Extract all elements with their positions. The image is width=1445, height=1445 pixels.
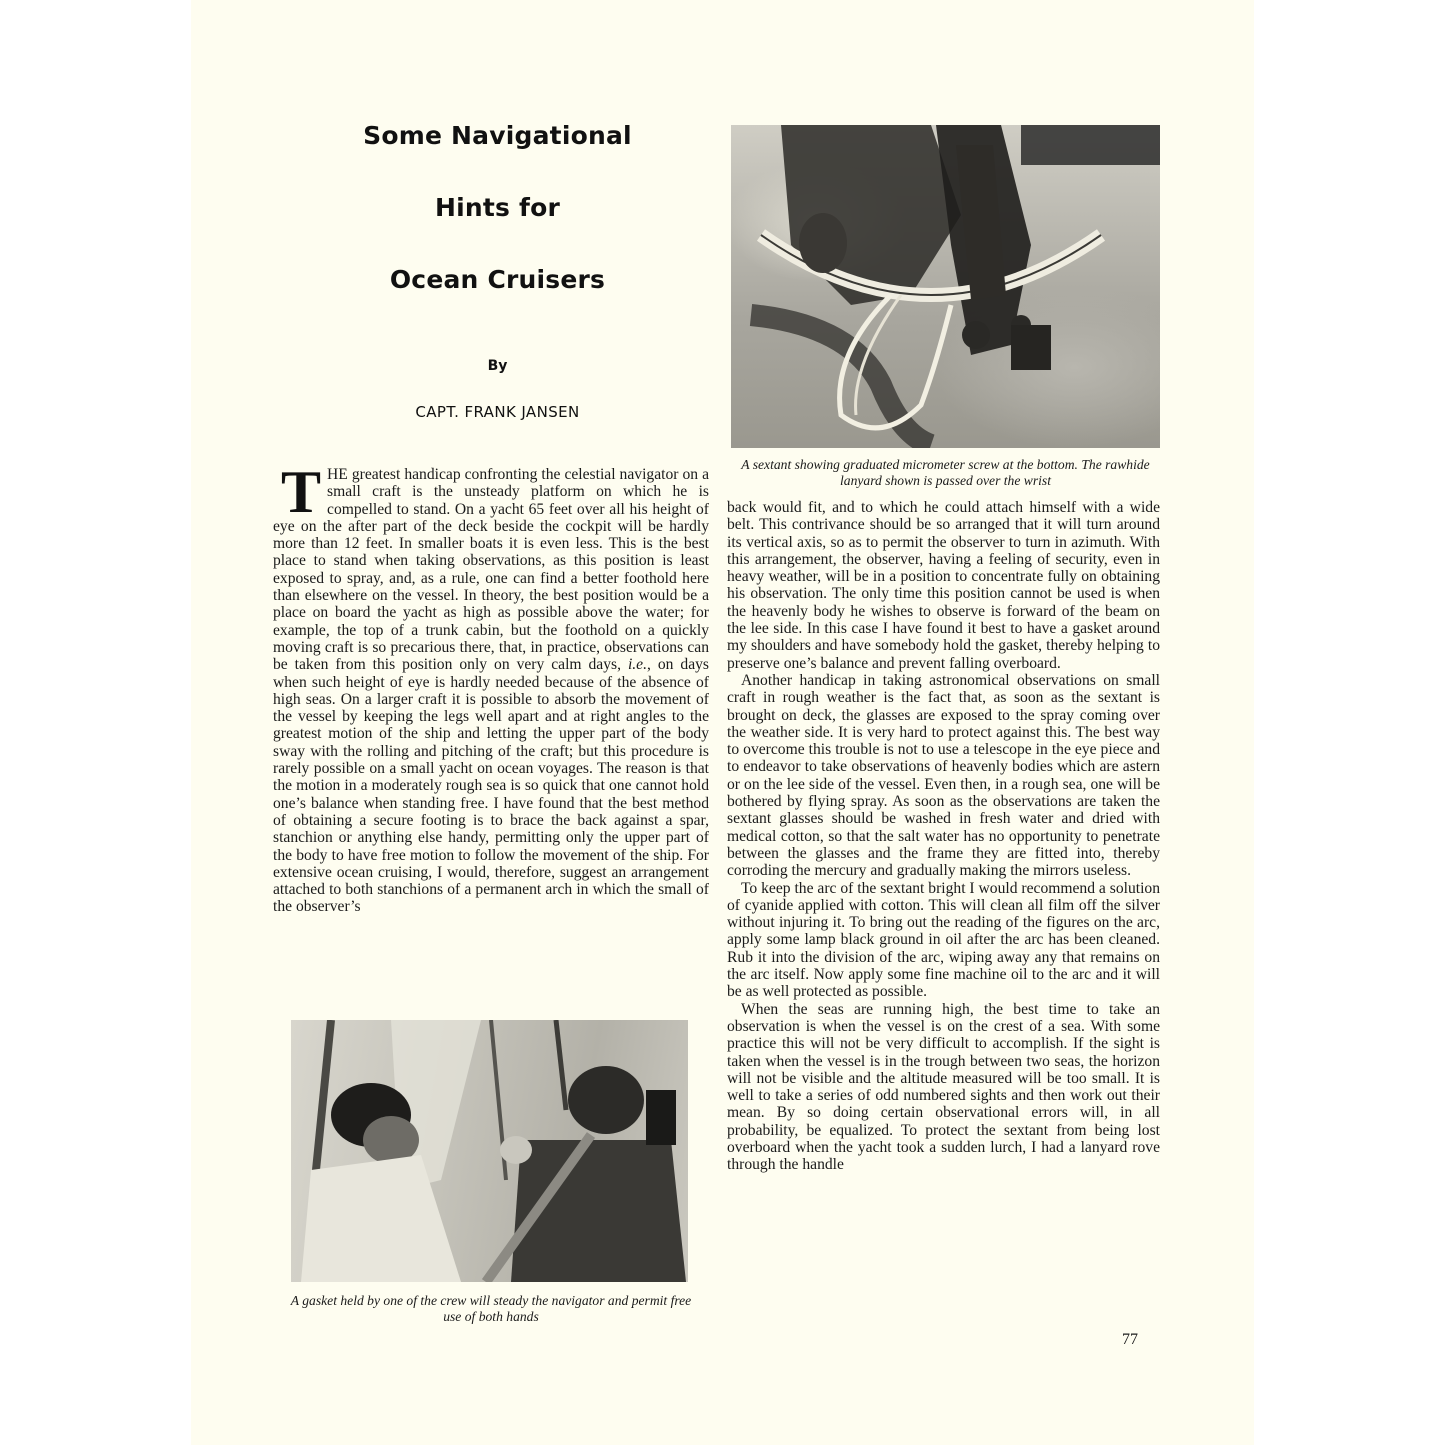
paragraph-2: Another handicap in taking astronomical observations on small craft in rough weather is the fact that, as soon as the sextant is brought on deck, the glasses are exposed to the spray coming over the weather side. It is very hard to protect against this. The best way to overcome this trouble is not to use a telescope in the eye piece and to endeavor to take observations of heavenly bodies which are astern or on the lee side of the vessel. Even then, in a rough sea, one will be bothered by flying spray. As soon as the observations are taken the sextant glasses should be washed in fresh water and dried with medical cotton, so that the salt water has no opportunity to penetrate between the glasses and the frame they are fitted into, thereby corroding the mercury and gradually making the mirrors useless. bbox=[727, 671, 1160, 880]
crew-photo-icon bbox=[291, 1020, 688, 1282]
byline-label: By bbox=[487, 358, 508, 374]
drop-cap: T bbox=[281, 459, 322, 525]
crew-photo bbox=[291, 1020, 688, 1282]
body-column-left bbox=[273, 459, 709, 916]
paragraph-4: When the seas are running high, the best time to take an observation is when the vessel is on the crest of a sea. With some practice this will not be very difficult to accomplish. If the sight is taken when the vessel is in the trough between two seas, the horizon will not be visible and the altitude measured will be too small. It is well to take a series of odd numbered sights and then work out their mean. By so doing certain observational errors will, in all probability, be equalized. To protect the sextant from being lost overboard when the yacht took a sudden lurch, I had a lanyard rove through the handle bbox=[727, 1000, 1160, 1174]
body-column-right bbox=[727, 499, 1160, 1174]
title-line-3: Ocean Cruisers bbox=[389, 265, 606, 294]
sextant-photo-icon bbox=[731, 125, 1160, 448]
sextant-photo bbox=[731, 125, 1160, 448]
page-number: 77 bbox=[1122, 1331, 1138, 1348]
author-name: CAPT. FRANK JANSEN bbox=[415, 403, 580, 421]
paragraph-1-italic: i.e. bbox=[627, 656, 647, 674]
paragraph-1-text-a: HE greatest handicap confronting the celestial navigator on a small craft is the unsteady platform on which he is compelled to stand. On a yacht 65 feet over all his height of eye on the after part of the deck beside the cockpit will be hardly more than 12 feet. In smaller boats it is even less. This is the best place to stand when taking observations, as this position is least exposed to spray, and, as a rule, one can find a better foothold here than elsewhere on the vessel. In theory, the best position would be a place on board the yacht as high as possible above the water; for example, the top of a trunk cabin, but the foothold on a quickly moving craft is so precarious there, that, in practice, observations can be taken from this position only on very calm days, bbox=[273, 466, 709, 674]
article-title bbox=[300, 118, 695, 334]
title-line-2: Hints for bbox=[434, 193, 560, 222]
paragraph-1-continued: back would fit, and to which he could attach himself with a wide belt. This contrivance should be so arranged that it will turn around its vertical axis, so as to permit the observer to turn in azimuth. With this arrangement, the observer, having a feeling of security, even in heavy weather, will be in a position to concentrate fully on obtaining his observation. The only time this position cannot be used is when the heavenly body he wishes to observe is forward of the beam on the lee side. In this case I have found it best to have a gasket around my shoulders and have somebody hold the gasket, thereby helping to preserve one’s balance and prevent falling overboard. bbox=[727, 499, 1160, 672]
paragraph-1-text-b: , on days when such height of eye is hardly needed because of the absence of high seas. On a larger craft it is possible to absorb the movement of the vessel by keeping the legs well apart and at right angles to the greatest motion of the ship and letting the upper part of the body sway with the rolling and pitching of the craft; but this procedure is rarely possible on a small yacht on ocean voyages. The reason is that the motion in a moderately rough sea is so quick that one cannot hold one’s balance when standing free. I have found that the best method of obtaining a secure footing is to brace the back against a spar, stanchion or anything else handy, permitting only the upper part of the body to have free motion to follow the movement of the ship. For extensive ocean cruising, I would, therefore, suggest an arrangement attached to both stanchions of a permanent arch in which the small of the observer’s bbox=[273, 656, 709, 916]
paragraph-3: To keep the arc of the sextant bright I would recommend a solution of cyanide applied with cotton. This will clean all film off the silver without injuring it. To bring out the reading of the figures on the arc, apply some lamp black ground in oil after the arc has been cleaned. Rub it into the division of the arc, wiping away any that remains on the arc itself. Now apply some fine machine oil to the arc and it will be as well protected as possible. bbox=[727, 879, 1160, 1001]
paragraph-1 bbox=[273, 459, 709, 916]
sextant-caption: A sextant showing graduated micrometer screw at the bottom. The rawhide lanyard shown is passed over the wrist bbox=[741, 457, 1150, 488]
title-line-1: Some Navigational bbox=[363, 121, 632, 150]
crew-caption: A gasket held by one of the crew will steady the navigator and permit free use of both hands bbox=[290, 1293, 692, 1324]
